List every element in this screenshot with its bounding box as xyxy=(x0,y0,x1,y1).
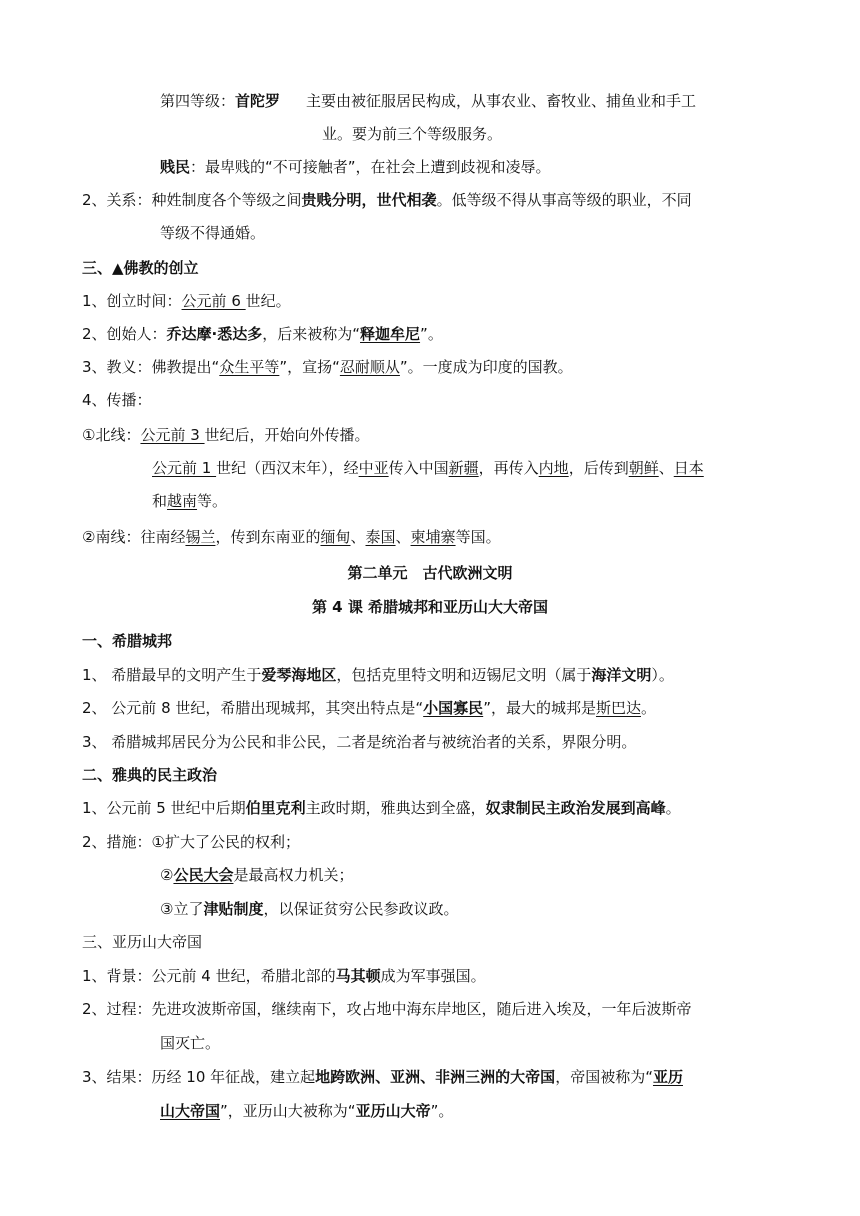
underlined-text: 公元前 3 xyxy=(140,426,205,444)
text: 3、 希腊城邦居民分为公民和非公民，二者是统治者与被统治者的关系，界限分明。 xyxy=(82,733,637,751)
heading-text: 三、亚历山大帝国 xyxy=(82,933,203,951)
term-bold: 津贴制度 xyxy=(203,900,264,918)
underlined-text: 众生平等 xyxy=(219,358,280,376)
text: 是最高权力机关； xyxy=(233,866,354,884)
text: ：最卑贱的“不可接触者”，在社会上遭到歧视和凌辱。 xyxy=(190,158,551,176)
section-heading-alexander xyxy=(82,931,202,953)
underlined-text: 内地 xyxy=(538,459,569,477)
section-heading-greek-city-states xyxy=(82,630,172,652)
result-cont xyxy=(160,1100,453,1122)
measures-allowance xyxy=(160,898,458,920)
text: ，以保证贫穷公民参政议政。 xyxy=(263,900,459,918)
term-bold: 贵贱分明，世代相袭 xyxy=(301,191,437,209)
heading-text: 二、雅典的民主政治 xyxy=(82,766,218,784)
text: ③立了 xyxy=(160,900,204,918)
text: 主要由被征服居民构成，从事农业、畜牧业、捕鱼业和手工 xyxy=(306,92,697,110)
untouchables-line xyxy=(160,156,551,178)
text: 1、背景：公元前 4 世纪，希腊北部的 xyxy=(82,967,336,985)
heading-text: 一、希腊城邦 xyxy=(82,632,173,650)
heading-text: 第二单元 古代欧洲文明 xyxy=(347,564,513,582)
text: 成为军事强国。 xyxy=(380,967,486,985)
underlined-text: 斯巴达 xyxy=(595,699,641,717)
spread-line xyxy=(82,389,152,411)
text: 。 xyxy=(665,799,681,817)
term-bold: 贱民 xyxy=(160,158,191,176)
underlined-text: 新疆 xyxy=(448,459,479,477)
text: 4、传播： xyxy=(82,391,152,409)
text: ，帝国被称为“ xyxy=(555,1068,653,1086)
relation-cont xyxy=(160,222,265,244)
text: ”。一度成为印度的国教。 xyxy=(399,358,573,376)
underlined-text: 公元前 1 xyxy=(152,459,217,477)
text: 、 xyxy=(395,528,411,546)
underlined-text: 日本 xyxy=(673,459,704,477)
underlined-text: 忍耐顺从 xyxy=(339,358,400,376)
south-route-line xyxy=(82,526,501,548)
term-bold: 乔达摩·悉达多 xyxy=(166,325,263,343)
pericles-line xyxy=(82,797,681,819)
section-heading-athens xyxy=(82,764,217,786)
text: 第四等级： xyxy=(160,92,236,110)
text: ①北线： xyxy=(82,426,141,444)
text: ”。 xyxy=(430,1102,454,1120)
term-bold-underlined: 小国寡民 xyxy=(423,699,484,717)
founding-time-line xyxy=(82,290,291,312)
term-bold-underlined: 山大帝国 xyxy=(160,1102,221,1120)
lesson-title xyxy=(0,596,860,618)
text: 和 xyxy=(152,492,168,510)
text: 3、教义：佛教提出“ xyxy=(82,358,220,376)
text: 、 xyxy=(658,459,674,477)
text: ”，最大的城邦是 xyxy=(483,699,596,717)
process-cont xyxy=(160,1032,220,1054)
text: 世纪。 xyxy=(245,292,291,310)
heading-text: 第 4 课 希腊城邦和亚历山大大帝国 xyxy=(311,598,549,616)
text: 2、措施：①扩大了公民的权利； xyxy=(82,833,300,851)
text: ”，宣扬“ xyxy=(279,358,340,376)
underlined-text: 锡兰 xyxy=(185,528,216,546)
text: 世纪后，开始向外传播。 xyxy=(204,426,370,444)
relation-line xyxy=(82,189,692,211)
greek-origin-line xyxy=(82,664,674,686)
term-bold: 亚历山大帝 xyxy=(355,1102,431,1120)
underlined-text: 朝鲜 xyxy=(628,459,659,477)
doctrine-line xyxy=(82,356,573,378)
term-bold: 地跨欧洲、亚洲、非洲三洲的大帝国 xyxy=(315,1068,556,1086)
city-state-line xyxy=(82,697,656,719)
term-bold: 奴隶制民主政治发展到高峰 xyxy=(485,799,666,817)
text: ，传到东南亚的 xyxy=(215,528,321,546)
text: 2、 公元前 8 世纪，希腊出现城邦，其突出特点是“ xyxy=(82,699,424,717)
text: 国灭亡。 xyxy=(160,1034,221,1052)
text: 主政时期，雅典达到全盛， xyxy=(305,799,486,817)
text: 等级不得通婚。 xyxy=(160,224,266,242)
text: ，后传到 xyxy=(568,459,629,477)
text: 2、关系：种姓制度各个等级之间 xyxy=(82,191,302,209)
text: 3、结果：历经 10 年征战，建立起 xyxy=(82,1068,316,1086)
text: ，包括克里特文明和迈锡尼文明（属于 xyxy=(336,666,592,684)
result-line xyxy=(82,1066,683,1088)
text: 等。 xyxy=(197,492,228,510)
citizens-line xyxy=(82,731,636,753)
text: 1、创立时间： xyxy=(82,292,182,310)
text: ）。 xyxy=(651,666,674,684)
underlined-text: 中亚 xyxy=(358,459,389,477)
text: ② xyxy=(160,866,174,884)
text: ，后来被称为“ xyxy=(262,325,361,343)
background-line xyxy=(82,965,486,987)
text: ②南线：往南经 xyxy=(82,528,186,546)
section-heading-buddhism xyxy=(82,257,199,279)
text: 2、过程：先进攻波斯帝国，继续南下，攻占地中海东岸地区，随后进入埃及，一年后波斯帝 xyxy=(82,1000,692,1018)
underlined-text: 泰国 xyxy=(365,528,396,546)
caste-fourth-cont xyxy=(322,123,502,145)
north-route-line xyxy=(82,424,370,446)
term-bold: 爱琴海地区 xyxy=(261,666,337,684)
text: ”。 xyxy=(420,325,443,343)
process-line xyxy=(82,998,692,1020)
text: 1、 希腊最早的文明产生于 xyxy=(82,666,262,684)
unit-title xyxy=(0,562,860,584)
term-bold-underlined: 亚历 xyxy=(652,1068,683,1086)
north-route-detail xyxy=(152,457,704,479)
text: 2、创始人： xyxy=(82,325,167,343)
underlined-text: 公元前 6 xyxy=(181,292,246,310)
heading-text: 三、▲佛教的创立 xyxy=(82,259,199,277)
underlined-text: 缅甸 xyxy=(320,528,351,546)
founder-line xyxy=(82,323,443,345)
text: 。 xyxy=(640,699,656,717)
text: 等国。 xyxy=(455,528,501,546)
text: 业。要为前三个等级服务。 xyxy=(322,125,503,143)
term-bold: 首陀罗 xyxy=(235,92,281,110)
text: 传入中国 xyxy=(388,459,449,477)
text: ，再传入 xyxy=(478,459,539,477)
measures-line xyxy=(82,831,300,853)
term-bold: 伯里克利 xyxy=(245,799,306,817)
text: 世纪（西汉末年），经 xyxy=(216,459,359,477)
measures-assembly xyxy=(160,864,353,886)
north-route-cont xyxy=(152,490,227,512)
term-bold-underlined: 公民大会 xyxy=(173,866,234,884)
text: 、 xyxy=(350,528,366,546)
underlined-text: 柬埔寨 xyxy=(410,528,456,546)
caste-fourth-line xyxy=(160,90,696,112)
text: 1、公元前 5 世纪中后期 xyxy=(82,799,246,817)
term-bold-underlined: 释迦牟尼 xyxy=(360,325,421,343)
text: ”，亚历山大被称为“ xyxy=(220,1102,356,1120)
term-bold: 海洋文明 xyxy=(591,666,652,684)
text: 。低等级不得从事高等级的职业，不同 xyxy=(436,191,692,209)
term-bold: 马其顿 xyxy=(335,967,381,985)
underlined-text: 越南 xyxy=(167,492,198,510)
